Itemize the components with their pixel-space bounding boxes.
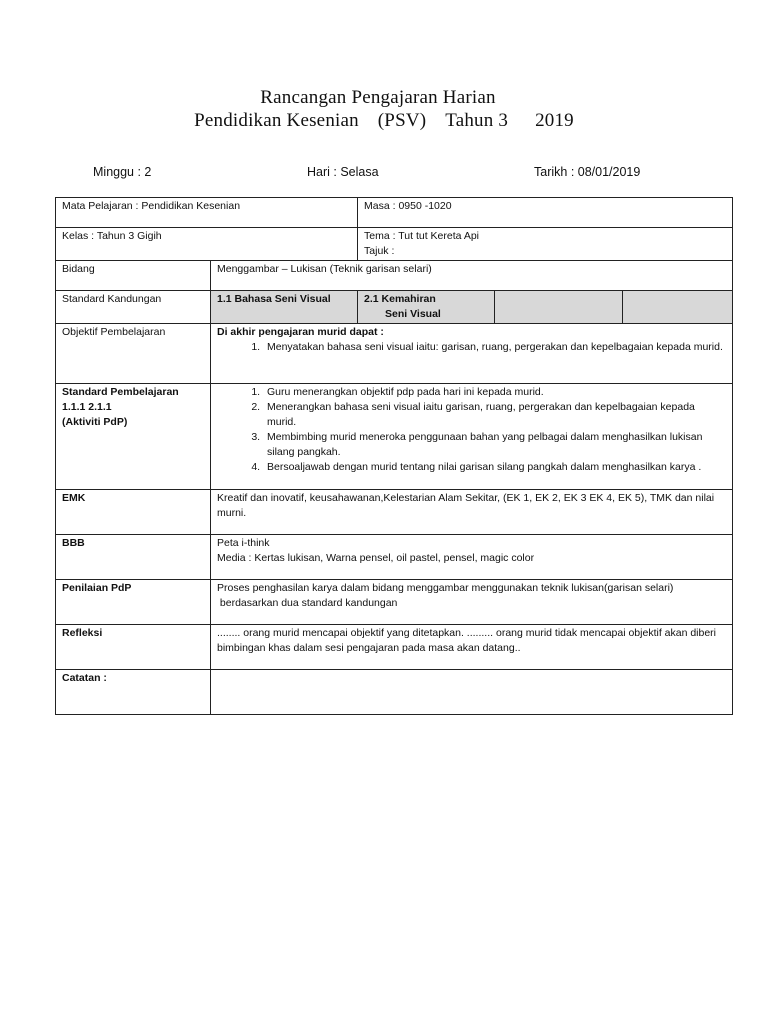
- subject-cell: Mata Pelajaran : Pendidikan Kesenian: [56, 198, 358, 228]
- content-standard-2-line1: 2.1 Kemahiran: [364, 293, 436, 305]
- document-subtitle: [0, 110, 768, 132]
- topic-value: Tajuk :: [364, 245, 395, 257]
- assessment-label: Penilaian PdP: [56, 580, 211, 625]
- activity-label: (Aktiviti PdP): [62, 416, 128, 428]
- content-standard-2: [358, 291, 495, 324]
- table-row: [56, 535, 733, 580]
- learning-standard-codes: 1.1.1 2.1.1: [62, 401, 112, 413]
- empty-shaded-cell: [623, 291, 733, 324]
- bbb-label: BBB: [56, 535, 211, 580]
- assessment-line2: berdasarkan dua standard kandungan: [217, 597, 398, 609]
- list-item: 2. Menerangkan bahasa seni visual iaitu garisan, ruang, pergerakan dan kepelbagaian kepada murid.: [263, 400, 726, 430]
- list-item: 1. Guru menerangkan objektif pdp pada hari ini kepada murid.: [263, 385, 726, 400]
- notes-label: Catatan :: [56, 670, 211, 715]
- content-standard-1: 1.1 Bahasa Seni Visual: [211, 291, 358, 324]
- year: 2019: [535, 110, 574, 131]
- field-value: Menggambar – Lukisan (Teknik garisan selari): [211, 261, 733, 291]
- table-row: [56, 198, 733, 228]
- activity-list: [217, 385, 726, 475]
- objective-list: [217, 340, 726, 355]
- theme-value: Tema : Tut tut Kereta Api: [364, 230, 479, 242]
- objective-intro: Di akhir pengajaran murid dapat :: [217, 326, 384, 338]
- subject-title: Pendidikan Kesenian: [194, 110, 359, 131]
- reflection-label: Refleksi: [56, 625, 211, 670]
- table-row: [56, 580, 733, 625]
- learning-standard-label: [56, 384, 211, 490]
- theme-cell: [358, 228, 733, 261]
- bbb-line2: Media : Kertas lukisan, Warna pensel, oil pastel, pensel, magic color: [217, 552, 535, 564]
- list-item: 1. Menyatakan bahasa seni visual iaitu: garisan, ruang, pergerakan dan kepelbagaian kepada murid.: [263, 340, 726, 355]
- objective-label: Objektif Pembelajaran: [56, 324, 211, 384]
- table-row: [56, 228, 733, 261]
- table-row: [56, 670, 733, 715]
- table-row: [56, 324, 733, 384]
- notes-value: [211, 670, 733, 715]
- table-row: [56, 490, 733, 535]
- time-cell: Masa : 0950 -1020: [358, 198, 733, 228]
- empty-shaded-cell: [495, 291, 623, 324]
- content-standard-2-line2: Seni Visual: [385, 308, 441, 320]
- emk-label: EMK: [56, 490, 211, 535]
- list-item: 4. Bersoaljawab dengan murid tentang nilai garisan silang pangkah dalam menghasilkan karya .: [263, 460, 726, 475]
- list-item: 3. Membimbing murid meneroka penggunaan bahan yang pelbagai dalam menghasilkan lukisan silang pangkah.: [263, 430, 726, 460]
- bbb-line1: Peta i-think: [217, 537, 270, 549]
- reflection-value: ........ orang murid mencapai objektif yang ditetapkan. ......... orang murid tidak mencapai objektif akan diberi bimbingan khas dalam sesi pengajaran pada masa akan datang..: [211, 625, 733, 670]
- table-row: [56, 291, 733, 324]
- table-row: [56, 384, 733, 490]
- week-field: Minggu : 2: [93, 165, 152, 179]
- table-row: [56, 625, 733, 670]
- lesson-plan-table: [55, 197, 733, 715]
- assessment-cell: [211, 580, 733, 625]
- activity-cell: [211, 384, 733, 490]
- content-standard-label: Standard Kandungan: [56, 291, 211, 324]
- class-cell: Kelas : Tahun 3 Gigih: [56, 228, 358, 261]
- date-field: Tarikh : 08/01/2019: [534, 165, 641, 179]
- objective-cell: [211, 324, 733, 384]
- learning-standard-title: Standard Pembelajaran: [62, 386, 179, 398]
- emk-value: Kreatif dan inovatif, keusahawanan,Kelestarian Alam Sekitar, (EK 1, EK 2, EK 3 EK 4, EK 5), TMK dan nilai murni.: [211, 490, 733, 535]
- bbb-cell: [211, 535, 733, 580]
- assessment-line1: Proses penghasilan karya dalam bidang menggambar menggunakan teknik lukisan(garisan selari): [217, 582, 674, 594]
- day-field: Hari : Selasa: [307, 165, 379, 179]
- document-title: Rancangan Pengajaran Harian: [260, 87, 496, 108]
- table-row: [56, 261, 733, 291]
- subject-code: (PSV): [377, 110, 427, 131]
- field-label: Bidang: [56, 261, 211, 291]
- year-level: Tahun 3: [445, 110, 509, 131]
